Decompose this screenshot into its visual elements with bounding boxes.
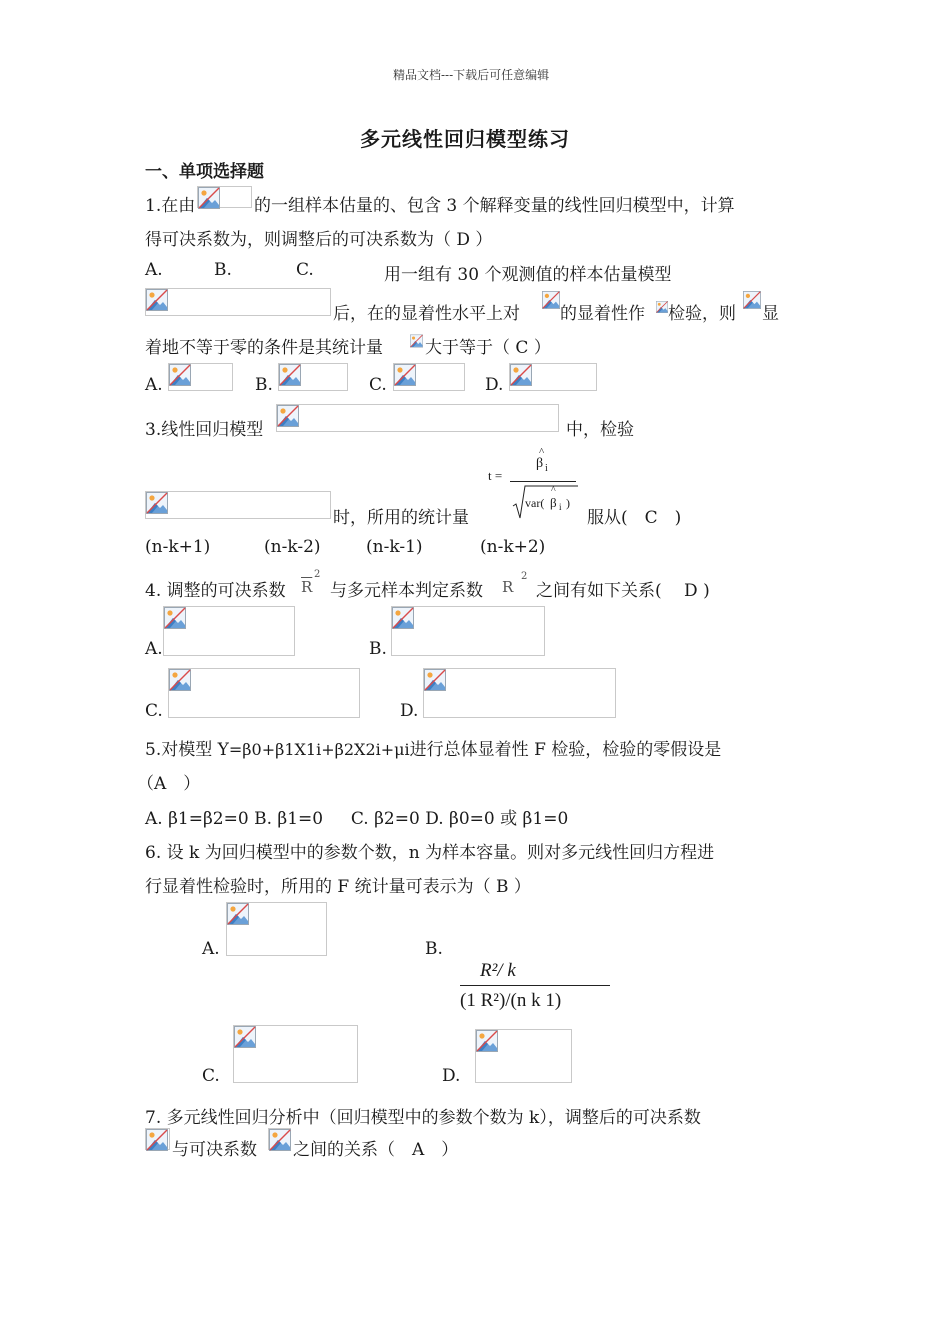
- q3-choice-1: (n-k+1): [145, 537, 211, 557]
- q6-option-d-image: [475, 1029, 572, 1083]
- q6-option-c: C.: [202, 1066, 220, 1086]
- q4-rbar-sup: 2: [314, 569, 321, 580]
- q4-r-sup: 2: [521, 571, 528, 582]
- broken-image-icon: [269, 1129, 291, 1151]
- broken-image-icon: [146, 492, 168, 514]
- q7-r-image: [268, 1128, 291, 1150]
- q2-text-b: 的显着性作: [560, 304, 645, 324]
- f-formula-denominator: (1 R²)/(n k 1): [460, 990, 562, 1011]
- q1-text-line2: 得可决系数为，则调整后的可决系数为（ D ）: [145, 230, 493, 250]
- broken-image-icon: [198, 187, 220, 209]
- formula-hat: ^: [539, 446, 545, 458]
- q7-text-mid: 与可决系数: [172, 1140, 257, 1160]
- broken-image-icon: [227, 903, 249, 925]
- q7-rbar-image: [145, 1128, 170, 1150]
- q2-model-placeholder: [145, 288, 331, 316]
- formula-fraction-bar: [510, 481, 576, 482]
- broken-image-icon: [169, 669, 191, 691]
- q2-option-a-image: [168, 363, 233, 391]
- q3-text-mid: 时，所用的统计量: [333, 508, 469, 528]
- broken-image-icon: [424, 669, 446, 691]
- formula-var-beta: β: [550, 495, 557, 510]
- q1-option-b: B.: [214, 260, 232, 280]
- broken-image-icon: [510, 364, 532, 386]
- q5-text-line1: [145, 735, 721, 760]
- q4-text-post: 之间有如下关系( D ): [536, 581, 710, 601]
- q3-text-pre: 3.线性回归模型: [145, 420, 264, 440]
- q3-text-tail: 服从( C ): [587, 508, 682, 528]
- f-formula-bar: [460, 985, 610, 986]
- formula-lhs: t =: [488, 468, 503, 483]
- q4-rbar-symbol: $\overline{R}$: [301, 578, 313, 596]
- broken-image-icon: [146, 289, 168, 311]
- q2-option-a: A.: [145, 375, 163, 395]
- q4-option-c-image: [168, 668, 360, 718]
- q6-option-a-image: [226, 902, 327, 956]
- q1-text-pre: 1.在由: [145, 196, 196, 216]
- q4-option-c: C.: [145, 701, 163, 721]
- q1-option-a: A.: [145, 260, 163, 280]
- broken-image-icon: [410, 331, 423, 351]
- q3-hypothesis-placeholder: [145, 491, 331, 519]
- q2-option-b-image: [278, 363, 348, 391]
- q3-choice-3: (n-k-1): [366, 537, 423, 557]
- q2-option-d: D.: [485, 375, 504, 395]
- q2-option-b: B.: [255, 375, 273, 395]
- f-formula-numerator: R²/ k: [480, 960, 516, 981]
- q5-options: A. β1=β2=0 B. β1=0 C. β2=0 D. β0=0 或 β1=0: [145, 809, 569, 829]
- t-statistic-formula: [488, 448, 580, 523]
- q3-choice-2: (n-k-2): [264, 537, 321, 557]
- broken-image-icon: [392, 607, 414, 629]
- formula-var-sub: i: [559, 502, 562, 512]
- q4-option-b-image: [391, 606, 545, 656]
- q4-text-pre: 4. 调整的可决系数: [145, 581, 286, 601]
- q2-option-c: C.: [369, 375, 387, 395]
- section-heading: 一、单项选择题: [145, 162, 264, 182]
- q6-text-line1: 6. 设 k 为回归模型中的参数个数，n 为样本容量。则对多元线性回归方程进: [145, 843, 715, 863]
- q2-text-d: 显: [762, 304, 779, 324]
- q7-text-line1: 7. 多元线性回归分析中（回归模型中的参数个数为 k），调整后的可决系数: [145, 1108, 701, 1128]
- q5-model: =β0+β1X1i+β2X2i+μi: [228, 740, 410, 759]
- broken-image-icon: [542, 290, 560, 310]
- broken-image-icon: [476, 1030, 498, 1052]
- q3-model-placeholder: [276, 404, 559, 432]
- q3-choice-4: (n-k+2): [480, 537, 546, 557]
- formula-var-close: ): [566, 496, 570, 510]
- q6-option-b: B.: [425, 939, 443, 959]
- q2-text-line1: 用一组有 30 个观测值的样本估量模型: [384, 265, 672, 285]
- broken-image-icon: [743, 290, 761, 310]
- broken-image-icon: [279, 364, 301, 386]
- q1-image-placeholder: [197, 186, 252, 208]
- q1-option-c: C.: [296, 260, 314, 280]
- q2-text-line3: 着地不等于零的条件是其统计量: [145, 338, 383, 358]
- q4-option-a: A.: [145, 639, 163, 659]
- formula-numerator: β: [536, 456, 544, 471]
- q2-option-d-image: [509, 363, 597, 391]
- q4-option-a-image: [163, 606, 295, 656]
- q2-text-a: 后，在的显着性水平上对: [333, 304, 520, 324]
- q4-option-d-image: [423, 668, 616, 718]
- q3-text-post: 中，检验: [566, 420, 634, 440]
- broken-image-icon: [169, 364, 191, 386]
- q2-text-c: 检验，则: [668, 304, 736, 324]
- q7-text-post: 之间的关系（ A ）: [293, 1140, 459, 1160]
- q5-text-post: 进行总体显着性 F 检验，检验的零假设是: [409, 740, 722, 760]
- formula-var-hat: ^: [551, 485, 556, 496]
- q2-option-c-image: [393, 363, 465, 391]
- formula-numerator-sub: i: [545, 463, 548, 474]
- q5-text-line2: （A ）: [137, 774, 201, 794]
- page-title: 多元线性回归模型练习: [360, 127, 570, 151]
- q4-text-mid: 与多元样本判定系数: [330, 581, 483, 601]
- broken-image-icon: [146, 1129, 168, 1151]
- broken-image-icon: [277, 405, 299, 427]
- q6-text-line2: 行显着性检验时，所用的 F 统计量可表示为（ B ）: [145, 877, 531, 897]
- q6-option-a: A.: [202, 939, 220, 959]
- q5-text-pre: 5.对模型 Y: [145, 740, 229, 760]
- broken-image-icon: [394, 364, 416, 386]
- q6-option-c-image: [233, 1025, 358, 1083]
- q1-text-post: 的一组样本估量的、包含 3 个解释变量的线性回归模型中，计算: [254, 196, 735, 216]
- q2-text-line3-post: 大于等于（ C ）: [425, 338, 551, 358]
- q4-option-d: D.: [400, 701, 419, 721]
- broken-image-icon: [234, 1026, 256, 1048]
- page-header: 精品文档---下载后可任意编辑: [393, 68, 550, 82]
- f-statistic-formula: [460, 958, 612, 1018]
- q4-r-symbol: R: [502, 578, 514, 596]
- broken-image-icon: [164, 607, 186, 629]
- q4-option-b: B.: [369, 639, 387, 659]
- q6-option-d: D.: [442, 1066, 461, 1086]
- formula-var: var(: [525, 496, 545, 510]
- broken-image-icon: [656, 298, 668, 316]
